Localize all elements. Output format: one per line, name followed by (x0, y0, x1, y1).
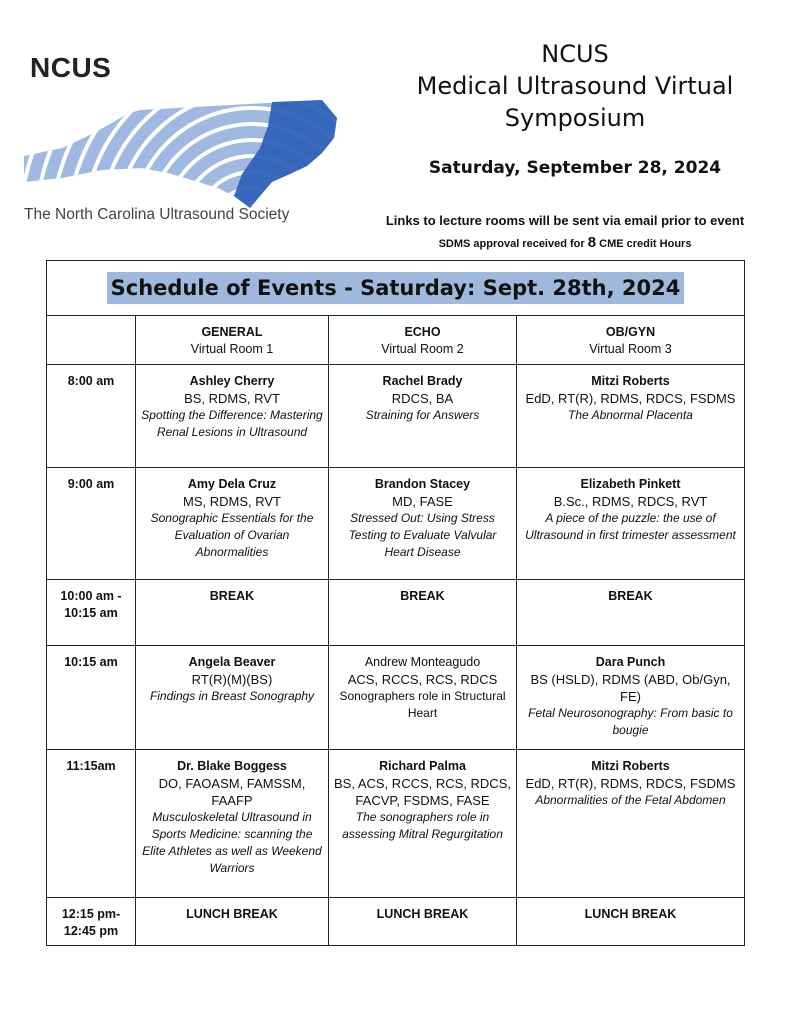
time-slot: 9:00 am (67, 477, 115, 491)
break-label: BREAK (209, 589, 255, 603)
sdms-credit-number: 8 (587, 234, 597, 251)
time-slot: 10:15 am (64, 655, 118, 669)
session-topic: Musculoskeletal Ultrasound in Sports Medicine: scanning the Elite Athletes as well as Weekend Warriors (142, 810, 322, 875)
time-cell (47, 898, 136, 946)
session-topic: A piece of the puzzle: the use of Ultrasound in first trimester assessment (525, 511, 736, 542)
schedule-row (47, 468, 745, 580)
speaker-name: Elizabeth Pinkett (580, 477, 681, 491)
time-header-cell (47, 316, 136, 365)
speaker-name: Mitzi Roberts (591, 759, 670, 773)
north-carolina-map-icon (22, 78, 342, 208)
session-cell (517, 646, 745, 750)
speaker-credentials: MD, FASE (392, 494, 453, 509)
time-cell (47, 468, 136, 580)
schedule-title: Schedule of Events - Saturday: Sept. 28th, 2024 (107, 272, 685, 304)
time-cell (47, 750, 136, 898)
break-cell (136, 580, 329, 646)
session-cell (329, 365, 517, 468)
speaker-credentials: RT(R)(M)(BS) (191, 672, 273, 687)
time-slot: 8:00 am (67, 374, 115, 388)
column-room: Virtual Room 2 (381, 342, 464, 356)
break-cell (517, 580, 745, 646)
column-header-row (47, 316, 745, 365)
session-cell (329, 468, 517, 580)
break-cell (517, 898, 745, 946)
speaker-credentials: B.Sc., RDMS, RDCS, RVT (553, 494, 708, 509)
speaker-name: Amy Dela Cruz (187, 477, 277, 491)
time-cell (47, 646, 136, 750)
break-label: LUNCH BREAK (376, 907, 469, 921)
session-topic: Sonographers role in Structural Heart (339, 689, 506, 720)
time-cell (47, 365, 136, 468)
speaker-name: Dara Punch (595, 655, 666, 669)
session-cell (517, 468, 745, 580)
schedule-title-cell (47, 261, 745, 316)
break-cell (329, 898, 517, 946)
session-cell (329, 646, 517, 750)
break-label: LUNCH BREAK (584, 907, 677, 921)
sdms-approval-note (360, 234, 770, 251)
session-topic: The Abnormal Placenta (568, 408, 693, 422)
speaker-name: Ashley Cherry (189, 374, 275, 388)
title-line-1: NCUS (541, 40, 609, 68)
session-cell (136, 750, 329, 898)
speaker-name: Mitzi Roberts (591, 374, 670, 388)
schedule-title-row (47, 261, 745, 316)
ncus-logo (22, 48, 362, 238)
break-label: LUNCH BREAK (186, 907, 278, 921)
session-cell (329, 750, 517, 898)
session-topic: Fetal Neurosonography: From basic to bougie (528, 706, 733, 737)
session-cell (517, 365, 745, 468)
event-date: Saturday, September 28, 2024 (428, 158, 722, 178)
column-header-obgyn (517, 316, 745, 365)
speaker-credentials: EdD, RT(R), RDMS, RDCS, FSDMS (525, 391, 736, 406)
time-slot: 12:15 pm- 12:45 pm (61, 907, 121, 938)
speaker-credentials: RDCS, BA (391, 391, 454, 406)
links-note: Links to lecture rooms will be sent via email prior to event (385, 213, 745, 228)
column-name: ECHO (404, 325, 441, 339)
event-title (380, 38, 770, 134)
break-label: BREAK (608, 589, 653, 603)
speaker-name: Dr. Blake Boggess (177, 759, 287, 773)
schedule-row (47, 750, 745, 898)
session-cell (136, 468, 329, 580)
break-cell (136, 898, 329, 946)
break-cell (329, 580, 517, 646)
column-name: GENERAL (201, 325, 263, 339)
speaker-credentials: BS, ACS, RCCS, RCS, RDCS, FACVP, FSDMS, FASE (334, 776, 511, 808)
session-cell (136, 646, 329, 750)
time-slot: 10:00 am - 10:15 am (60, 589, 122, 620)
break-label: BREAK (400, 589, 445, 603)
speaker-credentials: DO, FAOASM, FAMSSM, FAAFP (158, 776, 306, 808)
logo-acronym: NCUS (30, 52, 112, 83)
schedule-table (46, 260, 745, 946)
column-room: Virtual Room 1 (190, 342, 274, 356)
schedule-row (47, 580, 745, 646)
column-header-general (136, 316, 329, 365)
column-header-echo (329, 316, 517, 365)
schedule-row (47, 365, 745, 468)
title-line-3: Symposium (504, 104, 646, 132)
session-topic: Sonographic Essentials for the Evaluation of Ovarian Abnormalities (150, 511, 314, 559)
session-topic: Stressed Out: Using Stress Testing to Evaluate Valvular Heart Disease (348, 511, 497, 559)
session-cell (517, 750, 745, 898)
column-room: Virtual Room 3 (589, 342, 672, 356)
speaker-name: Brandon Stacey (374, 477, 471, 491)
session-topic: Spotting the Difference: Mastering Renal Lesions in Ultrasound (141, 408, 323, 439)
speaker-credentials: BS, RDMS, RVT (184, 391, 280, 406)
sdms-prefix: SDMS approval received for (438, 238, 585, 250)
time-slot: 11:15am (66, 759, 116, 773)
speaker-name: Richard Palma (379, 759, 466, 773)
speaker-name: Angela Beaver (188, 655, 276, 669)
column-name: OB/GYN (605, 325, 656, 339)
speaker-name: Rachel Brady (382, 374, 463, 388)
title-line-2: Medical Ultrasound Virtual (416, 72, 734, 100)
sdms-suffix: CME credit Hours (599, 238, 692, 250)
session-cell (136, 365, 329, 468)
session-topic: Straining for Answers (365, 408, 480, 422)
speaker-credentials: MS, RDMS, RVT (183, 494, 281, 509)
logo-society-name: The North Carolina Ultrasound Society (24, 206, 290, 223)
session-topic: The sonographers role in assessing Mitral Regurgitation (342, 810, 503, 841)
schedule-row (47, 646, 745, 750)
speaker-credentials: BS (HSLD), RDMS (ABD, Ob/Gyn, FE) (530, 672, 731, 704)
speaker-credentials: EdD, RT(R), RDMS, RDCS, FSDMS (525, 776, 736, 791)
session-topic: Findings in Breast Sonography (149, 689, 315, 703)
speaker-credentials: ACS, RCCS, RCS, RDCS (347, 672, 498, 687)
session-topic: Abnormalities of the Fetal Abdomen (535, 793, 726, 807)
speaker-name: Andrew Monteagudo (364, 655, 481, 669)
time-cell (47, 580, 136, 646)
schedule-row (47, 898, 745, 946)
